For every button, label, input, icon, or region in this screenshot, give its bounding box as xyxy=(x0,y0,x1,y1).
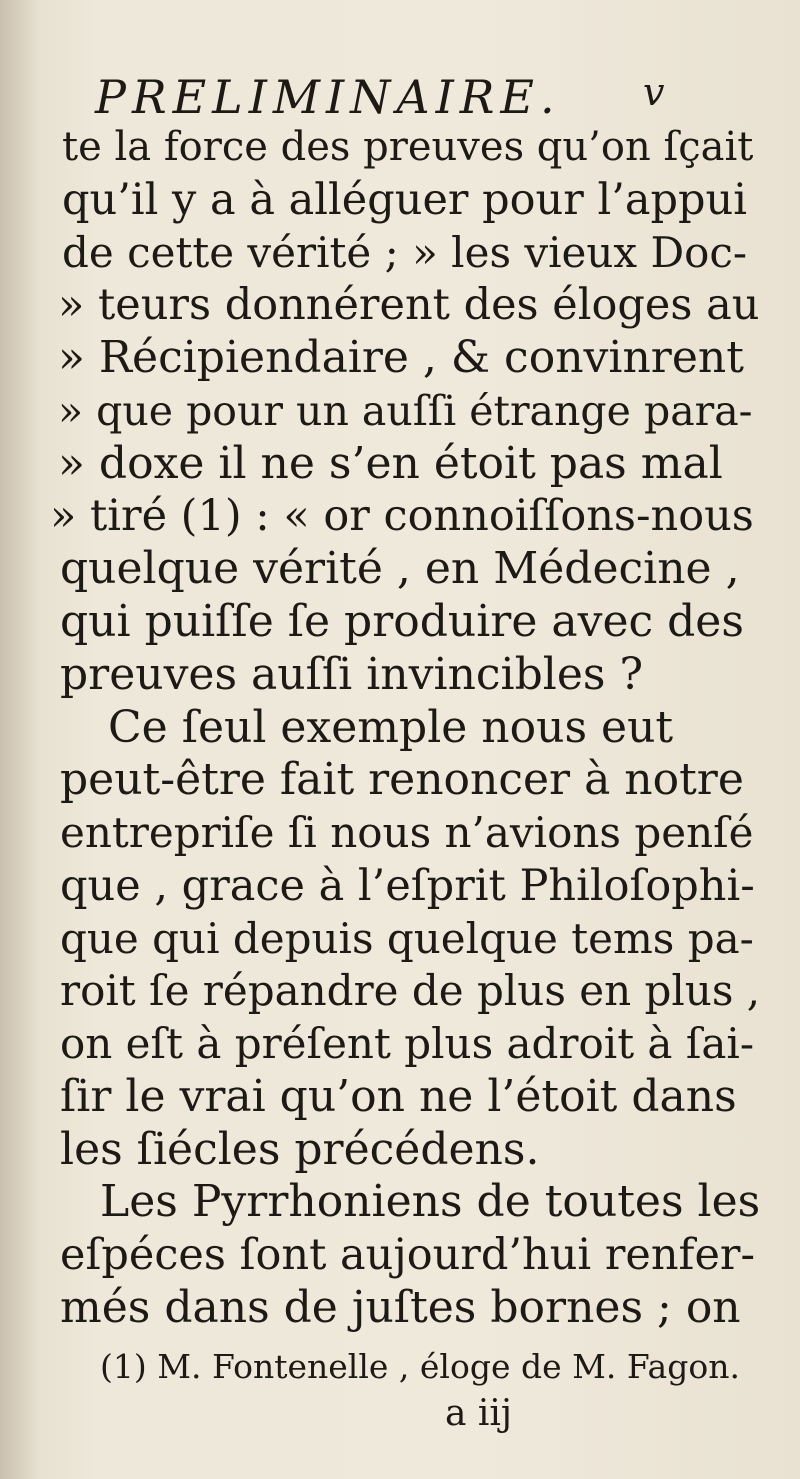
text-line: que , grace à l’eſprit Philoſophi- xyxy=(60,861,755,911)
text-line: preuves auſſi invincibles ? xyxy=(60,649,644,700)
text-line: te la force des preuves qu’on ſçait xyxy=(62,124,754,170)
text-line: les ſiécles précédens. xyxy=(60,1124,540,1175)
text-line: Les Pyrrhoniens de toutes les xyxy=(100,1176,761,1227)
page-number: v xyxy=(643,70,671,114)
signature-mark: a iij xyxy=(445,1393,513,1434)
spine-shadow xyxy=(0,0,40,1479)
text-line: més dans de juſtes bornes ; on xyxy=(60,1282,741,1333)
text-line: entrepriſe ſi nous n’avions penſé xyxy=(60,808,754,857)
text-line: que qui depuis quelque tems pa- xyxy=(60,914,754,963)
text-line: quelque vérité , en Médecine , xyxy=(60,543,740,594)
text-line: de cette vérité ; » les vieux Doc- xyxy=(62,228,748,277)
text-line: qui puiſſe ſe produire avec des xyxy=(60,596,744,647)
running-title: PRELIMINAIRE. xyxy=(95,70,561,124)
text-line: Ce ſeul exemple nous eut xyxy=(108,702,674,753)
text-line: » tiré (1) : « or connoiſſons-nous xyxy=(50,491,754,541)
text-line: qu’il y a à alléguer pour l’appui xyxy=(62,175,747,225)
text-line: peut-être fait renoncer à notre xyxy=(60,754,744,805)
text-line: » que pour un auſſi étrange para- xyxy=(58,387,753,435)
text-line: eſpéces ſont aujourd’hui renfer- xyxy=(60,1230,755,1280)
text-line: ſir le vrai qu’on ne l’étoit dans xyxy=(60,1071,737,1122)
text-line: » teurs donnérent des éloges au xyxy=(58,280,760,330)
text-line: roit ſe répandre de plus en plus , xyxy=(60,966,761,1015)
footnote: (1) M. Fontenelle , éloge de M. Fagon. xyxy=(100,1347,740,1386)
text-line: » doxe il ne s’en étoit pas mal xyxy=(58,438,723,489)
text-line: on eſt à préſent plus adroit à ſai- xyxy=(60,1019,755,1068)
text-line: » Récipiendaire , & convinrent xyxy=(58,332,744,383)
